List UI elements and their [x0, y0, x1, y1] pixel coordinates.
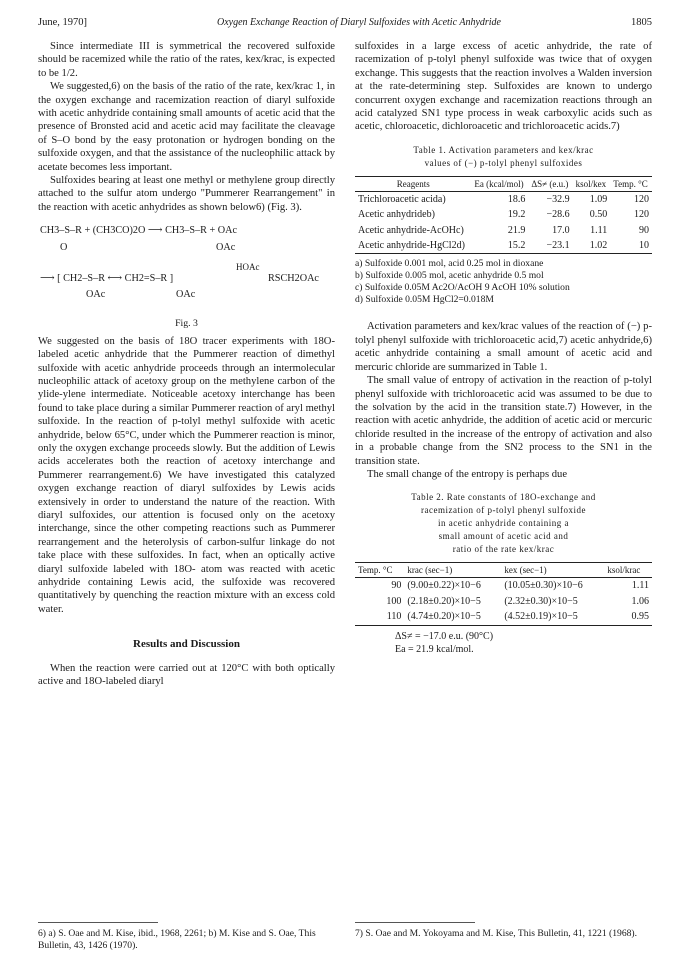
reaction-scheme: [38, 220, 335, 315]
table-cell: Acetic anhydride-HgCl2d): [358, 240, 465, 252]
scheme-oac-3: OAc: [176, 289, 196, 301]
paragraph: When the reaction were carried out at 120°C with both optically active and 18O-labeled diaryl: [38, 662, 335, 688]
table-cell: (10.05±0.30)×10−6: [504, 580, 583, 592]
table-header: Temp. °C: [613, 178, 648, 189]
table-cell: 15.2: [507, 240, 526, 252]
table-cell: 18.6: [507, 193, 526, 205]
table-header: Reagents: [396, 178, 430, 189]
table-header: Ea (kcal/mol): [474, 178, 524, 189]
table-row: [355, 238, 652, 254]
table-2-caption: [355, 491, 652, 556]
section-heading: Results and Discussion: [133, 638, 240, 651]
table-header: ΔS≠ (e.u.): [531, 178, 569, 189]
running-title: Oxygen Exchange Reaction of Diaryl Sulfoxides with Acetic Anhydride: [217, 17, 501, 28]
footnote-7: 7) S. Oae and M. Yokoyama and M. Kise, This Bulletin, 41, 1221 (1968).: [355, 928, 638, 939]
scheme-oac-2: OAc: [86, 289, 106, 301]
table-1: [355, 176, 652, 255]
table-cell: (2.32±0.30)×10−5: [504, 595, 578, 607]
table-header: krac (sec−1): [407, 565, 453, 576]
table-2: [355, 562, 652, 625]
table-cell: 100: [386, 595, 402, 607]
table-cell: 21.9: [507, 224, 526, 236]
table-note: c) Sulfoxide 0.05M Ac2O/AcOH 9 AcOH 10% solution: [355, 282, 570, 294]
table-cell: (4.74±0.20)×10−5: [407, 611, 481, 623]
table-cell: 1.09: [589, 193, 608, 205]
right-column: [355, 40, 652, 656]
table-note: a) Sulfoxide 0.001 mol, acid 0.25 mol in dioxane: [355, 258, 544, 270]
table-cell: 1.11: [590, 224, 608, 236]
table-header: Temp. °C: [358, 565, 393, 576]
table-cell: 10: [639, 240, 649, 252]
table-cell: (2.18±0.20)×10−5: [407, 595, 481, 607]
table-cell: −32.9: [546, 193, 570, 205]
scheme-oac-1: OAc: [216, 242, 236, 254]
table-row: [355, 578, 652, 594]
table-row: [355, 207, 652, 222]
table-cell: 90: [639, 224, 649, 236]
footnote-6: 6) a) S. Oae and M. Kise, ibid., 1968, 2261; b) M. Kise and S. Oae, This Bulletin, 43, 1426 (1970).: [38, 928, 316, 952]
table-cell: 120: [634, 209, 649, 221]
table-header: ksol/krac: [607, 565, 641, 576]
caption-line: Table 2. Rate constants of 18O-exchange and: [411, 492, 596, 503]
table-cell: 110: [386, 611, 402, 623]
caption-line: values of (−) p-tolyl phenyl sulfoxides: [424, 157, 583, 168]
paragraph: The small change of the entropy is perhaps due: [367, 468, 568, 480]
footnote-rule: [355, 922, 475, 923]
table-row: [355, 223, 652, 238]
table-cell: 120: [634, 193, 649, 205]
scheme-hoac: HOAc: [236, 262, 260, 273]
figure-label: Fig. 3: [175, 318, 198, 330]
table-cell: 1.02: [589, 240, 608, 252]
table-cell: −28.6: [546, 209, 570, 221]
table-cell: Trichloroacetic acida): [358, 193, 446, 205]
paragraph: The small value of entropy of activation in the reaction of p-tolyl phenyl sulfoxide with trichloroacetic acid was assumed to be due to the solvation by the acid in the transition state.7) However, in the reaction with acetic anhydride, the addition of acetic acid or mercuric chloride resulted in the increase of the entropy of activation and also in a probable change from the SN2 process to the SN1 in the transition state.: [355, 375, 652, 467]
caption-line: in acetic anhydride containing a: [438, 518, 569, 529]
left-column: [38, 40, 335, 688]
footnote-rule: [38, 922, 158, 923]
page-header: [38, 17, 652, 28]
paragraph: sulfoxides in a large excess of acetic anhydride, the rate of racemization of p-tolyl phenyl sulfoxide was twice that of oxygen exchange. This suggests that the reaction involves a Walden inversion at the rate-determining step. Sulfoxides are known to undergo concurrent oxygen exchange and racemization reactions through an acid catalyzed SN1 type process in weak carboxylic acids such as acetic, chloroacetic, dichloroacetic and trichloroacetic acids.7): [355, 41, 652, 133]
table-cell: 17.0: [552, 224, 570, 236]
table-row: [355, 594, 652, 609]
paragraph: We suggested on the basis of 18O tracer experiments with 18O-labeled acetic anhydride that the Pummerer reaction of dimethyl sulfoxide with acetic anhydride proceeds through an intermolecular nucleophilic attack of acetoxy group on the methylene carbon of the ylide-ylene intermediate. Noticeable acetoxy interchange has been found to take place during a similar Pummerer reaction of aryl methyl sulfoxide. In the reaction of p-tolyl methyl sulfoxide with acetic anhydride, below 65°C, under which the Pummerer reaction is minor, only the oxygen exchange proceeds slowly. But the addition of Lewis acids accelerates both the reaction of acetoxy interchange and Pummerer rearrangement.6) We have investigated this catalyzed oxygen exchange reaction of diaryl sulfoxides by Lewis acids extensively in order to understand the nature of the reaction. With diaryl sulfoxides, our attention is focused only on the acetoxy interchange, since the other competing reactions such as Pummerer rearrangement and the heterolysis of carbon-sulfur linkage do not take place with these sulfoxides. In fact, when an optically active diaryl sulfoxide labeled with 18O- atom was reacted with acetic anhydride containing Lewis acid, the sulfoxide was recovered quantitatively by quenching the reaction mixture with an excess cold water.: [38, 335, 335, 615]
table-1-caption: [355, 144, 652, 170]
paragraph: Sulfoxides bearing at least one methyl or methylene group directly attached to the sulfur atom undergo "Pummerer Rearrangement" in the reaction with acetic anhydrides as shown below6) (Fig. 3).: [38, 175, 335, 213]
scheme-line-1: CH3–S–R + (CH3CO)2O ⟶ CH3–S–R + OAc: [40, 225, 238, 237]
table-cell: 19.2: [507, 209, 526, 221]
table-cell: 1.11: [631, 580, 649, 592]
table-cell: (9.00±0.22)×10−6: [407, 580, 481, 592]
caption-line: racemization of p-tolyl phenyl sulfoxide: [421, 505, 586, 516]
table-cell: Acetic anhydrideb): [358, 209, 435, 221]
caption-line: small amount of acetic acid and: [438, 531, 569, 542]
table-note: Ea = 21.9 kcal/mol.: [395, 643, 474, 655]
table-row: [355, 191, 652, 207]
table-cell: Acetic anhydride-AcOHc): [358, 224, 464, 236]
table-header: ksol/kex: [575, 178, 607, 189]
table-cell: 0.50: [589, 209, 608, 221]
table-2-footer: [395, 630, 652, 656]
table-cell: (4.52±0.19)×10−5: [504, 611, 578, 623]
table-1-notes: [355, 258, 652, 306]
page-number: 1805: [631, 17, 652, 28]
scheme-oxygen: O: [60, 242, 68, 254]
scheme-line-2: ⟶ [ CH2–S–R ⟷ CH2=S–R ]: [40, 273, 174, 285]
table-note: ΔS≠ = −17.0 e.u. (90°C): [395, 630, 494, 642]
table-note: d) Sulfoxide 0.05M HgCl2=0.018M: [355, 294, 494, 306]
paragraph: Activation parameters and kex/krac values of the reaction of (−) p-tolyl phenyl sulfoxide with trichloroacetic acid,7) acetic anhydride,6) acetic anhydride containing a small amount of acetic acid and mercuric chloride are summarized in Table 1.: [355, 321, 652, 373]
paragraph: We suggested,6) on the basis of the ratio of the rate, kex/krac 1, in the oxygen exchange and racemization reaction of diaryl sulfoxide with acetic anhydride containing small amounts of acetic acid that the presence of Bronsted acid and acetic acid may facilitate the cleavage of S–O bond by the easy protonation or hydrogen bonding on the sulfoxide oxygen, and that the assistance of the nucleophilic attack by acetate becomes less important.: [38, 81, 335, 173]
table-cell: 1.06: [631, 595, 649, 607]
caption-line: Table 1. Activation parameters and kex/krac: [413, 144, 594, 155]
table-cell: 90: [391, 580, 402, 592]
scheme-product: RSCH2OAc: [268, 273, 319, 285]
header-date: June, 1970]: [38, 17, 87, 28]
table-header: kex (sec−1): [504, 565, 547, 576]
table-cell: −23.1: [546, 240, 570, 252]
table-note: b) Sulfoxide 0.005 mol, acetic anhydride 0.5 mol: [355, 270, 544, 282]
caption-line: ratio of the rate kex/krac: [452, 544, 555, 555]
paragraph: Since intermediate III is symmetrical the recovered sulfoxide should be racemized while the ratio of the rates, kex/krac, is expected to be 1/2.: [38, 41, 335, 79]
table-row: [355, 609, 652, 625]
table-cell: 0.95: [631, 611, 649, 623]
